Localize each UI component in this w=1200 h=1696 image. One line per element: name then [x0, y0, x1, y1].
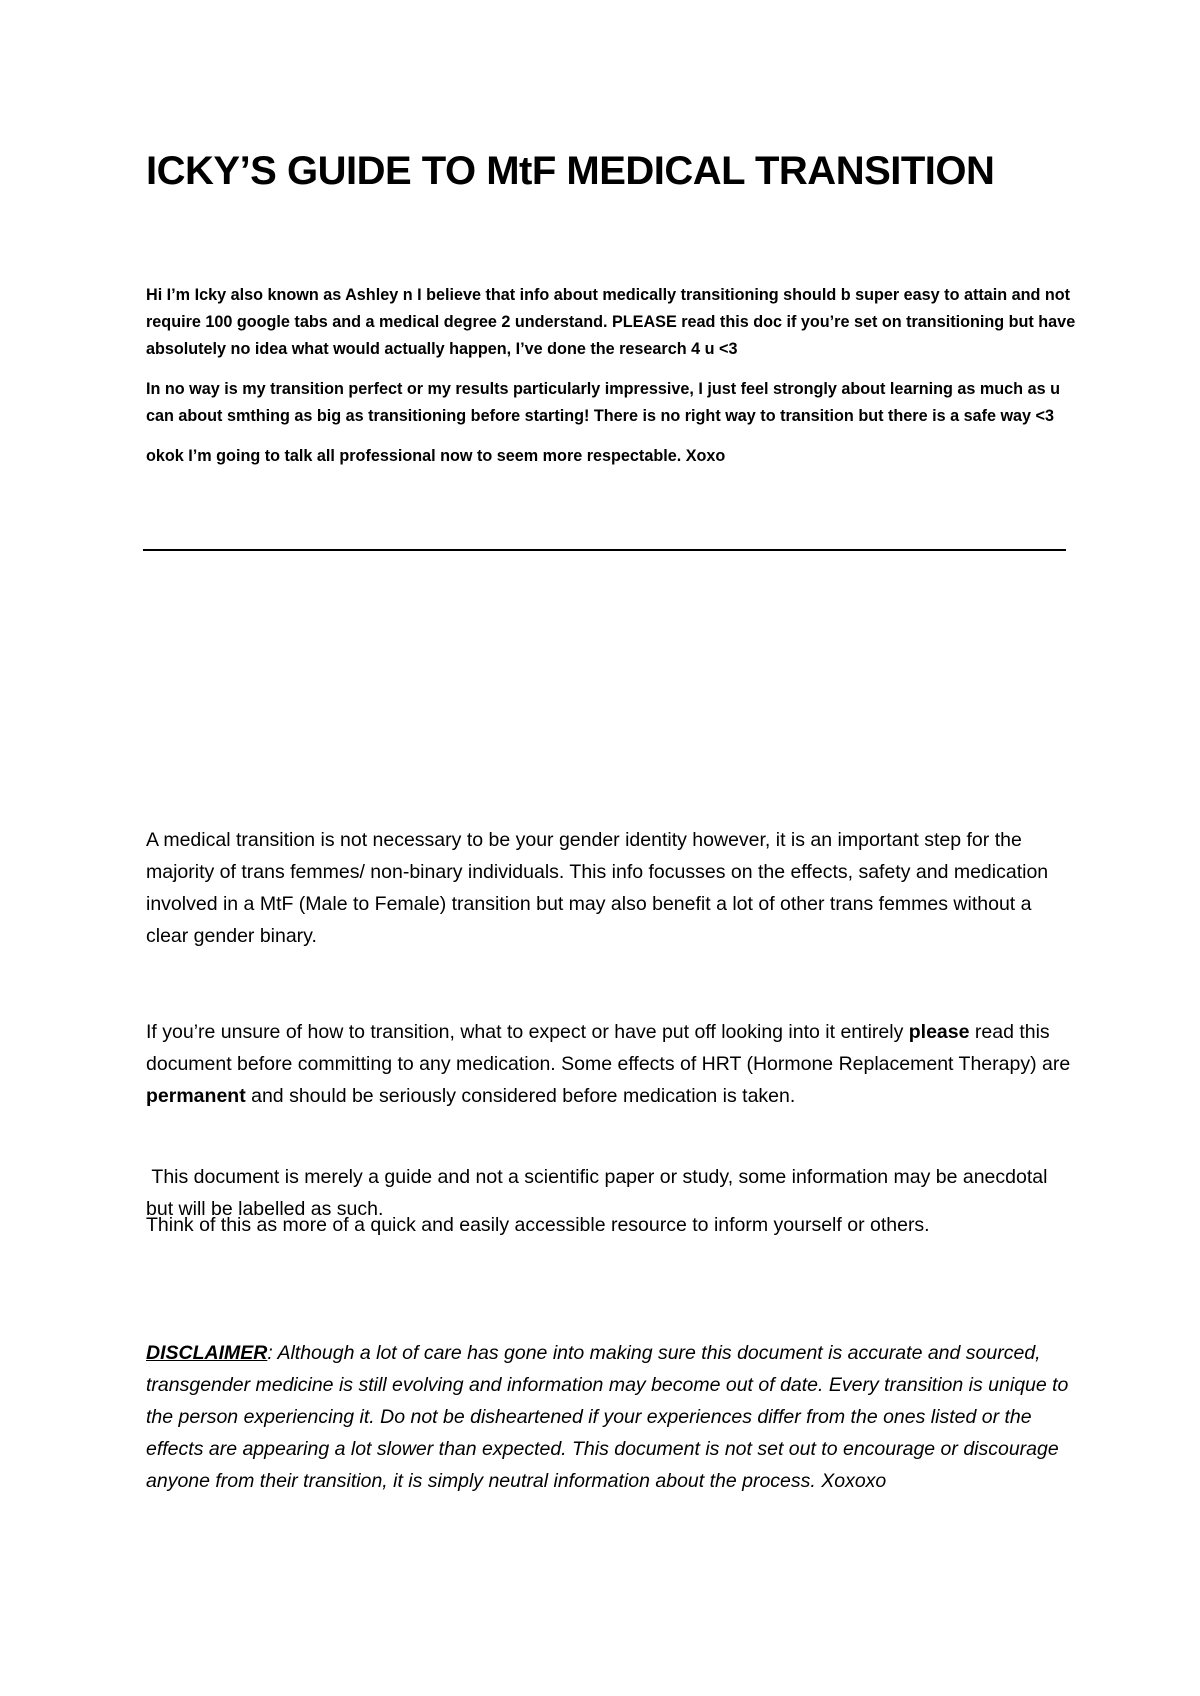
disclaimer-label: DISCLAIMER [146, 1342, 268, 1364]
intro-paragraph-2: In no way is my transition perfect or my results particularly impressive, I just feel strongly about learning as much as u can about smthing as big as transitioning before starting! There is no right way to transition but there is a safe way <3 [146, 380, 1060, 425]
disclaimer-body: Although a lot of care has gone into making sure this document is accurate and sourced, transgender medicine is still evolving and information may become out of date. Every transition is unique to the person experiencing it. Do not be disheartened if your experiences differ from the ones listed or the effects are appearing a lot slower than expected. This document is not set out to encourage or discourage anyone from their transition, it is simply neutral information about the process. Xoxoxo [146, 1342, 1069, 1492]
body-paragraph-2-part-3: and should be seriously considered before medication is taken. [245, 1085, 796, 1107]
body-paragraph-4-text: Think of this as more of a quick and easily accessible resource to inform yourself or others. [146, 1214, 930, 1236]
intro-section [146, 282, 1076, 483]
disclaimer-text [146, 1337, 1076, 1497]
body-paragraph-2-part-2: read this document before committing to any medication. Some effects of HRT (Hormone Replacement Therapy) are [146, 1021, 1071, 1075]
body-paragraph-2 [146, 1016, 1076, 1112]
emphasis-please: please [908, 1021, 970, 1043]
disclaimer-paragraph [146, 1337, 1076, 1497]
body-paragraph-1 [146, 824, 1076, 952]
body-paragraph-4 [146, 1209, 1076, 1241]
body-paragraph-2-text [146, 1016, 1076, 1112]
document-title: ICKY’S GUIDE TO MtF MEDICAL TRANSITION [146, 149, 995, 193]
body-paragraph-1-text: A medical transition is not necessary to be your gender identity however, it is an important step for the majority of trans femmes/ non-binary individuals. This info focusses on the effects, safety and medication involved in a MtF (Male to Female) transition but may also benefit a lot of other trans femmes without a clear gender binary. [146, 829, 1049, 947]
body-paragraph-3-text: This document is merely a guide and not a scientific paper or study, some information may be anecdotal but will be labelled as such. [146, 1166, 1053, 1220]
disclaimer-colon: : [267, 1342, 273, 1364]
body-paragraph-2-part-1: If you’re unsure of how to transition, what to expect or have put off looking into it entirely [146, 1021, 909, 1043]
intro-paragraph-3: okok I’m going to talk all professional now to seem more respectable. Xoxo [146, 447, 726, 465]
intro-paragraph-1: Hi I’m Icky also known as Ashley n I believe that info about medically transitioning should b super easy to attain and not require 100 google tabs and a medical degree 2 understand. PLEASE read this doc if you’re set on transitioning but have absolutely no idea what would actually happen, I’ve done the research 4 u <3 [146, 286, 1076, 358]
horizontal-divider [143, 549, 1066, 551]
emphasis-permanent: permanent [146, 1085, 246, 1107]
